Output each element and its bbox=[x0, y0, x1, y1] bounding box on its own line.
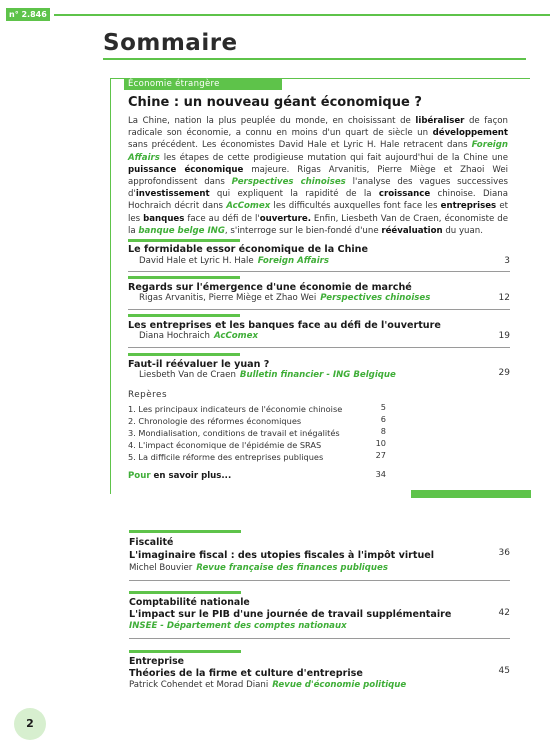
section-1-source: Revue française des finances publiques bbox=[196, 563, 388, 573]
article-1-page: 3 bbox=[504, 256, 510, 266]
section-3-category: Entreprise bbox=[129, 656, 185, 667]
article-4-page: 29 bbox=[498, 368, 510, 378]
section-1-title[interactable]: L'imaginaire fiscal : des utopies fiscales à l'impôt virtuel bbox=[129, 550, 435, 561]
article-3-rule bbox=[128, 347, 510, 348]
title-rule bbox=[103, 58, 526, 60]
article-4-bar bbox=[128, 353, 240, 356]
article-4-byline bbox=[139, 370, 396, 380]
intro-text: chinoise. Diana Hochraich décrit dans bbox=[128, 189, 508, 212]
section-1-category: Fiscalité bbox=[129, 537, 174, 548]
feature-title[interactable]: Chine : un nouveau géant économique ? bbox=[128, 95, 422, 110]
intro-highlight: Foreign Affairs bbox=[128, 140, 508, 163]
section-3-source: Revue d'économie politique bbox=[272, 680, 407, 690]
intro-highlight: banque belge ING bbox=[138, 225, 225, 236]
article-3-authors: Diana Hochraich bbox=[139, 331, 210, 341]
intro-highlight: puissance économique bbox=[128, 164, 244, 175]
repere-item-3[interactable]: 3. Mondialisation, conditions de travail et inégalités bbox=[128, 428, 340, 438]
feature-box-bottom-bar bbox=[411, 490, 531, 498]
article-3-title[interactable]: Les entreprises et les banques face au défi de l'ouverture bbox=[128, 320, 441, 331]
article-2-page: 12 bbox=[498, 293, 510, 303]
section-3-bar bbox=[129, 650, 241, 653]
intro-highlight: investissement bbox=[135, 189, 210, 200]
intro-highlight: réévaluation bbox=[381, 225, 443, 236]
article-4-title[interactable]: Faut-il réévaluer le yuan ? bbox=[128, 359, 270, 370]
repere-item-4[interactable]: 4. L'impact économique de l'épidémie de SRAS bbox=[128, 440, 322, 450]
page-number: 2 bbox=[14, 708, 46, 740]
intro-highlight: Perspectives chinoises bbox=[231, 177, 346, 188]
section-1-byline bbox=[129, 563, 388, 573]
article-1-title[interactable]: Le formidable essor économique de la Chine bbox=[128, 244, 369, 255]
intro-text: l'analyse des vagues successives d' bbox=[128, 177, 508, 200]
reperes-title: Repères bbox=[128, 390, 168, 400]
page-title: Sommaire bbox=[103, 30, 238, 56]
article-3-source: AcComex bbox=[213, 331, 258, 341]
repere-page-5: 27 bbox=[375, 450, 386, 460]
issue-badge: n° 2.846 bbox=[6, 8, 50, 21]
article-1-byline bbox=[139, 256, 329, 266]
repere-page-1: 5 bbox=[380, 402, 386, 412]
section-3-authors: Patrick Cohendet et Morad Diani bbox=[129, 680, 269, 690]
repere-item-1[interactable]: 1. Les principaux indicateurs de l'économie chinoise bbox=[128, 404, 343, 414]
article-2-title[interactable]: Regards sur l'émergence d'une économie de marché bbox=[128, 282, 412, 293]
section-1-authors: Michel Bouvier bbox=[129, 563, 193, 573]
section-2-title[interactable]: L'impact sur le PIB d'une journée de travail supplémentaire bbox=[129, 609, 452, 620]
intro-highlight: ouverture. bbox=[259, 213, 311, 224]
article-2-bar bbox=[128, 276, 240, 279]
article-1-rule bbox=[128, 271, 510, 272]
intro-highlight: entreprises bbox=[440, 201, 497, 212]
section-2-bar bbox=[129, 591, 241, 594]
intro-text: majeure. Rigas Arvanitis, Pierre Miège et Zhaoi Wei approfondissent dans bbox=[128, 164, 508, 188]
repere-page-4: 10 bbox=[375, 438, 386, 448]
article-3-page: 19 bbox=[498, 331, 510, 341]
more-link[interactable] bbox=[128, 471, 231, 481]
intro-text: , s'interroge sur le bien-fondé d'une bbox=[224, 225, 382, 236]
repere-page-3: 8 bbox=[380, 426, 386, 436]
article-1-authors: David Hale et Lyric H. Hale bbox=[139, 256, 254, 266]
top-rule bbox=[54, 14, 550, 16]
intro-highlight: banques bbox=[143, 213, 185, 224]
repere-item-2[interactable]: 2. Chronologie des réformes économiques bbox=[128, 416, 302, 426]
article-2-source: Perspectives chinoises bbox=[320, 293, 431, 303]
intro-text: du yuan. bbox=[442, 225, 483, 236]
article-2-rule bbox=[128, 309, 510, 310]
article-3-bar bbox=[128, 314, 240, 317]
intro-text: de façon radicale son économie, a connu en moins d'un quart de siècle un bbox=[128, 116, 508, 139]
article-3-byline bbox=[139, 331, 258, 341]
article-1-bar bbox=[128, 239, 240, 242]
intro-highlight: développement bbox=[432, 128, 508, 139]
section-1-page: 36 bbox=[498, 548, 510, 558]
more-lead: Pour bbox=[128, 471, 151, 481]
section-2-category: Comptabilité nationale bbox=[129, 597, 250, 608]
article-4-authors: Liesbeth Van de Craen bbox=[139, 370, 236, 380]
section-1-rule bbox=[129, 580, 510, 581]
intro-text: face au défi de l' bbox=[184, 213, 260, 224]
section-2-source: INSEE - Département des comptes nationaux bbox=[129, 621, 347, 631]
intro-highlight: libéraliser bbox=[415, 116, 465, 126]
section-1-bar bbox=[129, 530, 241, 533]
intro-highlight: croissance bbox=[378, 189, 431, 200]
intro-text: les étapes de cette prodigieuse mutation qui fait aujourd'hui de la Chine une bbox=[159, 152, 508, 163]
section-tag: Économie étrangère bbox=[124, 78, 282, 90]
feature-intro bbox=[128, 115, 508, 237]
intro-text: les difficultés auxquelles font face les bbox=[270, 201, 441, 212]
intro-text: sans précédent. Les économistes David Hale et Lyric H. Hale retracent dans bbox=[128, 140, 472, 151]
section-3-title[interactable]: Théories de la firme et culture d'entreprise bbox=[129, 668, 363, 679]
article-1-source: Foreign Affairs bbox=[257, 256, 330, 266]
intro-text: La Chine, nation la plus peuplée du monde, en choisissant de bbox=[128, 116, 416, 126]
section-2-page: 42 bbox=[498, 608, 510, 618]
intro-highlight: AcComex bbox=[226, 201, 271, 212]
article-2-byline bbox=[139, 293, 430, 303]
repere-page-2: 6 bbox=[380, 414, 386, 424]
section-3-byline bbox=[129, 680, 406, 690]
section-2-rule bbox=[129, 638, 510, 639]
article-4-source: Bulletin financier - ING Belgique bbox=[239, 370, 396, 380]
section-2-byline bbox=[129, 621, 347, 631]
more-page: 34 bbox=[375, 469, 386, 479]
section-3-page: 45 bbox=[498, 666, 510, 676]
repere-item-5[interactable]: 5. La difficile réforme des entreprises publiques bbox=[128, 452, 324, 462]
intro-text: Enfin, Liesbeth Van de Craen, économiste de la bbox=[128, 213, 508, 236]
article-2-authors: Rigas Arvanitis, Pierre Miège et Zhao Wei bbox=[139, 293, 317, 303]
more-rest: en savoir plus... bbox=[150, 471, 232, 481]
intro-text: qui expliquent la rapidité de la bbox=[209, 189, 379, 200]
intro-text: et les bbox=[128, 201, 508, 224]
